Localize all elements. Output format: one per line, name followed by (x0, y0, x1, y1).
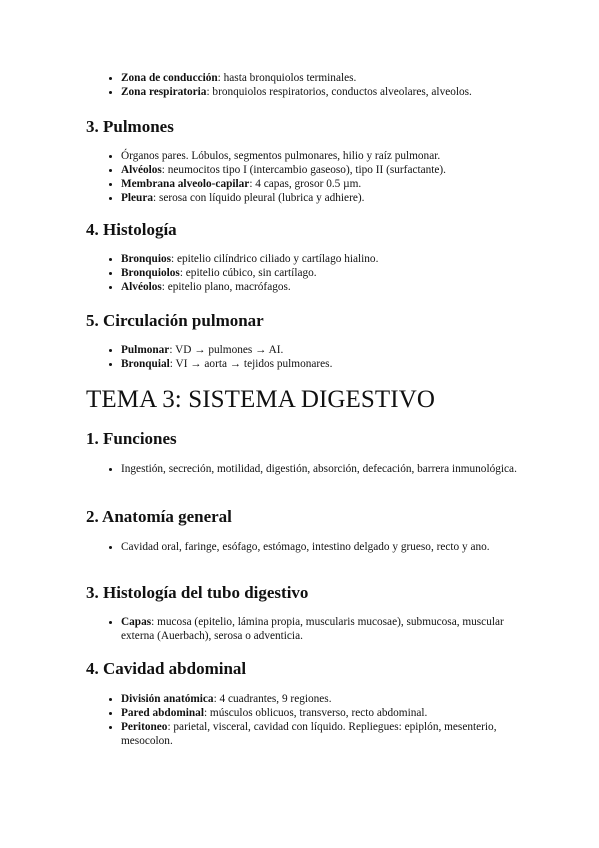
item-text: : mucosa (epitelio, lámina propia, muscularis mucosae), submucosa, muscular externa (Auerbach), serosa o adventicia. (121, 616, 504, 642)
list-item (121, 177, 551, 191)
list-item (121, 252, 551, 266)
list-item (121, 357, 551, 371)
item-text: : músculos oblicuos, transverso, recto abdominal. (203, 707, 428, 719)
item-text: : parietal, visceral, cavidad con líquido. Repliegues: epiplón, mesenterio, mesocolon. (121, 721, 497, 747)
item-text: : 4 cuadrantes, 9 regiones. (213, 693, 332, 705)
list-item (121, 615, 536, 643)
item-term: Bronquiolos (121, 267, 180, 279)
list-item (121, 85, 551, 99)
item-term: Membrana alveolo-capilar (121, 178, 250, 190)
list-item (121, 343, 551, 357)
section-title-histologia: 4. Histología (86, 220, 177, 239)
item-term: Pleura (121, 192, 153, 204)
item-term: Bronquial (121, 358, 170, 370)
list-item (121, 71, 551, 85)
item-text: : epitelio cilíndrico ciliado y cartílago hialino. (171, 253, 379, 265)
item-term: Pulmonar (121, 344, 170, 356)
section-title-histologia-tubo: 3. Histología del tubo digestivo (86, 583, 309, 602)
item-text: : VI → aorta → tejidos pulmonares. (169, 358, 333, 370)
item-text: Cavidad oral, faringe, esófago, estómago, intestino delgado y grueso, recto y ano. (121, 541, 490, 553)
item-term: Zona respiratoria (121, 86, 207, 98)
intro-bullet-list (86, 71, 551, 99)
item-term: Peritoneo (121, 721, 168, 733)
item-text: : epitelio cúbico, sin cartílago. (179, 267, 317, 279)
item-text: Órganos pares. Lóbulos, segmentos pulmonares, hilio y raíz pulmonar. (121, 150, 441, 162)
list-item (121, 692, 521, 706)
item-text: : serosa con líquido pleural (lubrica y adhiere). (153, 192, 365, 204)
list-item (121, 149, 551, 163)
section-title-cavidad: 4. Cavidad abdominal (86, 659, 247, 678)
list-item (121, 280, 551, 294)
item-text: : bronquiolos respiratorios, conductos alveolares, alveolos. (206, 86, 472, 98)
item-text: : 4 capas, grosor 0.5 µm. (249, 178, 362, 190)
circulacion-list (86, 343, 551, 371)
item-text: : VD → pulmones → AI. (169, 344, 284, 356)
anatomia-list (86, 540, 536, 554)
list-item (121, 462, 526, 476)
item-text: Ingestión, secreción, motilidad, digestión, absorción, defecación, barrera inmunológica. (121, 463, 517, 475)
item-term: Bronquios (121, 253, 172, 265)
list-item (121, 163, 551, 177)
section-title-pulmones: 3. Pulmones (86, 117, 174, 136)
list-item (121, 540, 536, 554)
cavidad-list (86, 692, 521, 748)
funciones-list (86, 462, 526, 476)
item-term: Pared abdominal (121, 707, 204, 719)
section-title-anatomia: 2. Anatomía general (86, 507, 232, 526)
item-text: : hasta bronquiolos terminales. (217, 72, 357, 84)
item-term: Zona de conducción (121, 72, 218, 84)
histologia-list (86, 252, 551, 294)
item-term: División anatómica (121, 693, 214, 705)
list-item (121, 720, 521, 748)
section-title-circulacion: 5. Circulación pulmonar (86, 311, 264, 330)
chapter-title: TEMA 3: SISTEMA DIGESTIVO (86, 386, 436, 413)
item-term: Capas (121, 616, 152, 628)
item-text: : epitelio plano, macrófagos. (161, 281, 291, 293)
histologia-tubo-list (86, 615, 536, 643)
item-text: : neumocitos tipo I (intercambio gaseoso), tipo II (surfactante). (161, 164, 447, 176)
item-term: Alvéolos (121, 281, 162, 293)
list-item (121, 706, 521, 720)
list-item (121, 191, 551, 205)
section-title-funciones: 1. Funciones (86, 429, 177, 448)
item-term: Alvéolos (121, 164, 162, 176)
list-item (121, 266, 551, 280)
pulmones-list (86, 149, 551, 205)
